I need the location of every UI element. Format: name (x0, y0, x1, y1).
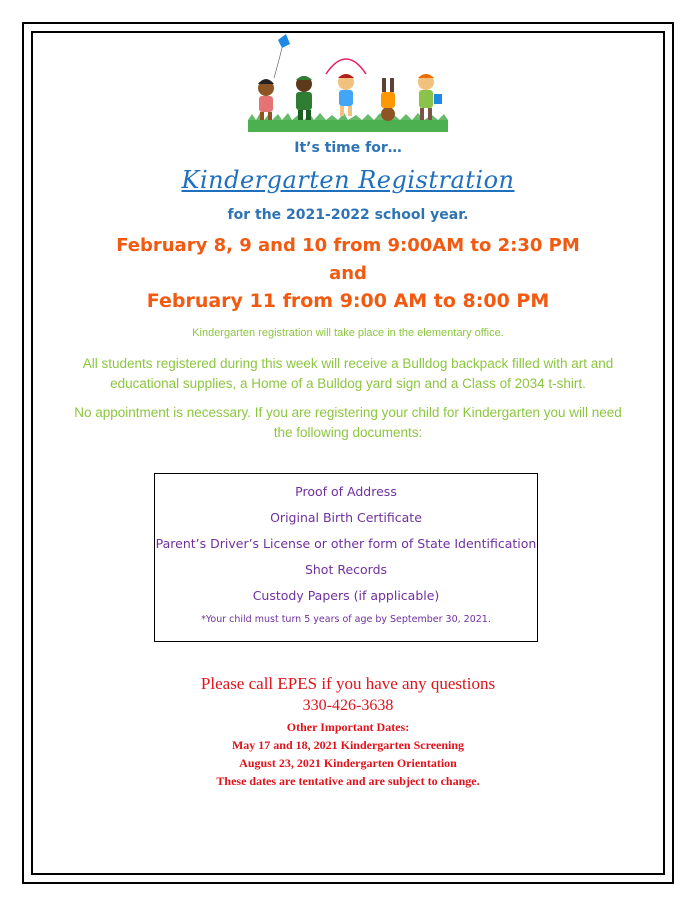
intro-text: It’s time for… (294, 140, 402, 156)
and-text: and (329, 263, 367, 284)
document-item: Custody Papers (if applicable) (252, 588, 440, 603)
children-playing-illustration (248, 34, 448, 132)
page-title: Kindergarten Registration (181, 166, 515, 194)
screening-date: May 17 and 18, 2021 Kindergarten Screening (231, 738, 465, 752)
registration-dates-1: February 8, 9 and 10 from 9:00AM to 2:30 PM (116, 235, 580, 256)
other-dates-heading: Other Important Dates: (286, 720, 410, 734)
document-item: Parent’s Driver’s License or other form of State Identification (155, 536, 537, 551)
appointment-text: No appointment is necessary. If you are registering your child for Kindergarten you will need the following documents: (74, 405, 622, 440)
location-text: Kindergarten registration will take place in the elementary office. (192, 327, 504, 339)
document-item: Proof of Address (295, 484, 397, 499)
disclaimer-text: These dates are tentative and are subject to change. (216, 774, 480, 788)
orientation-date: August 23, 2021 Kindergarten Orientation (239, 756, 457, 770)
document-item: Original Birth Certificate (270, 510, 422, 525)
age-requirement-note: *Your child must turn 5 years of age by September 30, 2021. (201, 614, 491, 625)
call-text: Please call EPES if you have any questions (200, 674, 496, 693)
incentives-text: All students registered during this week will receive a Bulldog backpack filled with art and educational supplies, a Home of a Bulldog yard sign and a Class of 2034 t-shirt. (82, 356, 614, 391)
required-documents-box (154, 473, 538, 642)
school-year-text: for the 2021-2022 school year. (227, 207, 469, 223)
registration-dates-2: February 11 from 9:00 AM to 8:00 PM (146, 290, 550, 312)
document-item: Shot Records (304, 562, 388, 577)
phone-number: 330-426-3638 (302, 697, 394, 714)
